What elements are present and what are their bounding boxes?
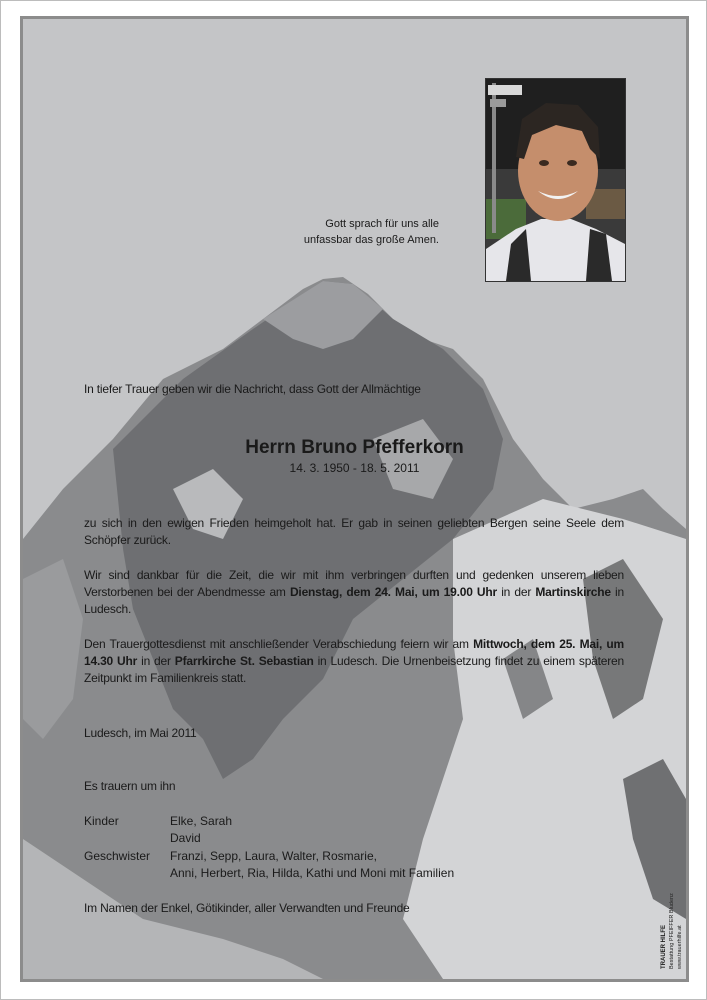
p2-text-c: in der — [496, 585, 536, 599]
paragraph-1: zu sich in den ewigen Frieden heimgeholt hat. Er gab in seinen geliebten Bergen seine Seele dem Schöpfer zurück. — [84, 516, 624, 547]
geschwister-label: Geschwister — [84, 849, 151, 863]
logo-text-2: Bestattung PFEIFFER Bludenz — [669, 893, 675, 969]
p3-church: Pfarrkirche St. Sebastian — [174, 654, 314, 668]
obituary-card — [20, 16, 689, 982]
p3-text-e: in Ludesch. Die Urnenbeisetzung findet zu einem späteren Zeitpunkt im Familienkreis statt. — [84, 654, 624, 685]
logo-text-1: TRAUER HILFE — [661, 925, 667, 969]
quote-line-2: unfassbar das große Amen. — [303, 234, 439, 246]
p3-text-a: Den Trauergottesdienst mit anschließender Verabschiedung feiern wir am — [84, 637, 474, 651]
mourners-intro: Es trauern um ihn — [84, 779, 176, 793]
funeral-home-logo — [657, 871, 687, 971]
p2-date: Dienstag, dem 24. Mai, um 19.00 Uhr — [289, 585, 497, 599]
kinder-line-1: Elke, Sarah — [170, 814, 233, 828]
geschwister-line-1: Franzi, Sepp, Laura, Walter, Rosmarie, — [170, 849, 377, 863]
place-date: Ludesch, im Mai 2011 — [84, 726, 197, 740]
paragraph-2 — [84, 567, 624, 618]
paragraph-3 — [84, 636, 624, 687]
portrait-photo — [485, 78, 626, 282]
kinder-line-2: David — [170, 831, 201, 845]
intro-text: In tiefer Trauer geben wir die Nachricht, dass Gott der Allmächtige — [84, 382, 421, 396]
quote — [253, 216, 439, 248]
p2-text-e: in Ludesch. — [84, 585, 624, 616]
deceased-name: Herrn Bruno Pfefferkorn — [245, 437, 464, 458]
p3-text-c: in der — [137, 654, 175, 668]
p3-date: Mittwoch, dem 25. Mai, um 14.30 Uhr — [84, 637, 624, 668]
life-dates: 14. 3. 1950 - 18. 5. 2011 — [289, 461, 420, 475]
kinder-label: Kinder — [84, 814, 119, 828]
closing-text: Im Namen der Enkel, Götikinder, aller Verwandten und Freunde — [84, 901, 410, 915]
geschwister-line-2: Anni, Herbert, Ria, Hilda, Kathi und Moni mit Familien — [170, 866, 455, 880]
quote-line-1: Gott sprach für uns alle — [325, 218, 439, 230]
p2-church: Martinskirche — [535, 585, 611, 599]
p2-text-a: Wir sind dankbar für die Zeit, die wir mit ihm verbringen durften und gedenken unserem lieben Verstorbenen bei der Abendmesse am — [84, 568, 624, 599]
logo-text-3: www.trauerhilfe.at — [677, 925, 683, 969]
